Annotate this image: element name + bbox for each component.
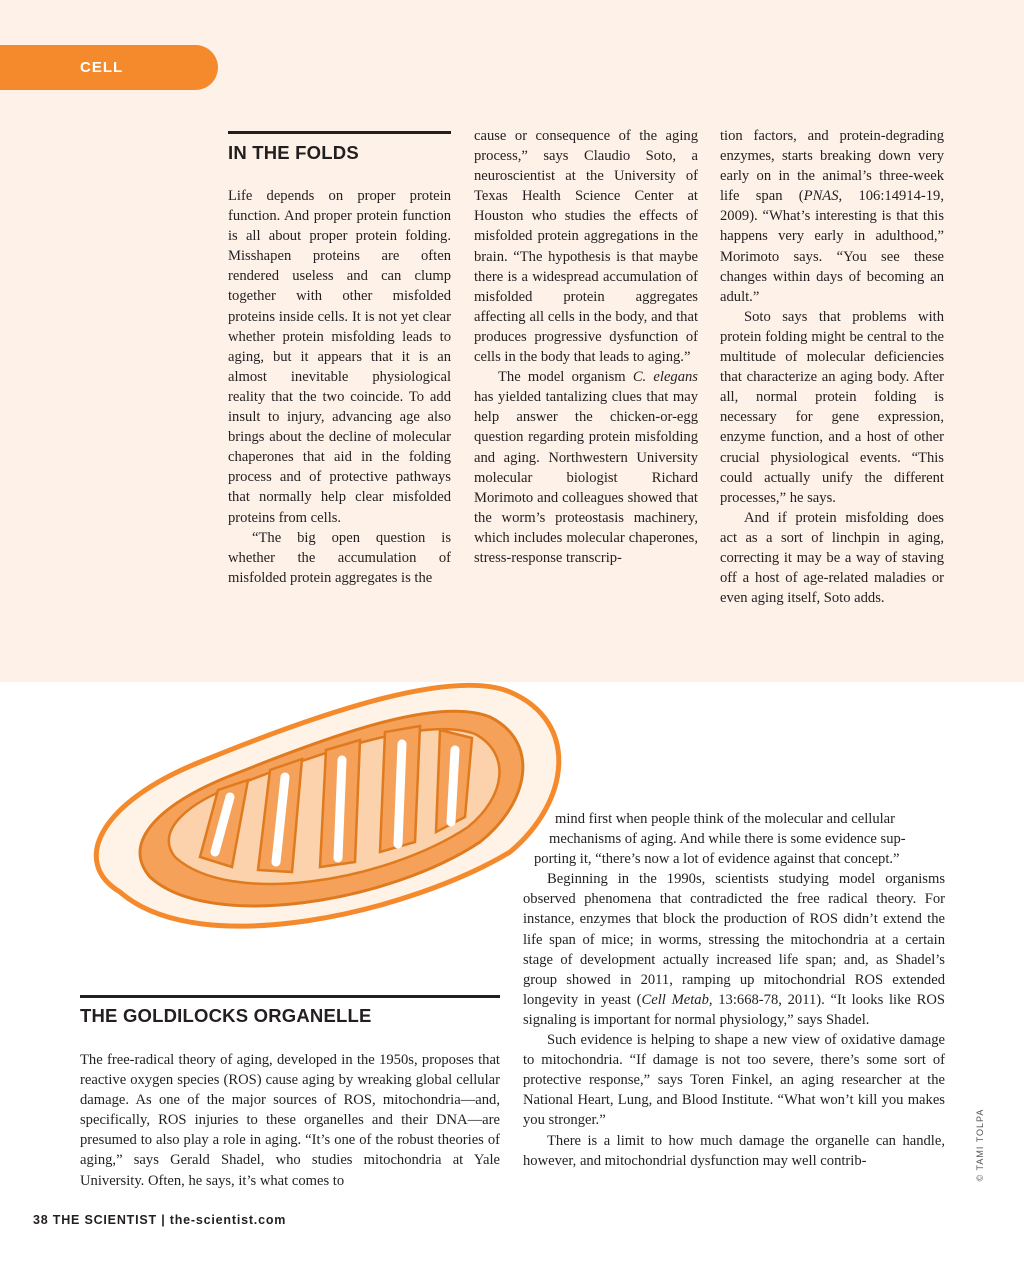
mitochondrion-illustration: [80, 662, 580, 962]
text-line: mind first when people think of the molecular and cellular: [555, 811, 896, 827]
text-run: Beginning in the 1990s, scientists studying model organisms observed phenomena that contradicted the free radical theory. For instance, enzymes that block the production of ROS didn’t extend the life span of mice; in worms, stressing the mitochondria at a certain stage of development actually increased life span; and, as Shadel’s group showed in 2011, ramping up mitochondrial ROS extended longevity in yeast (: [523, 871, 945, 1008]
section-tab: [0, 45, 218, 90]
text-run: tion factors, and protein-degrading enzymes, starts breaking down very early on in the animal’s three-week life span (: [720, 128, 944, 205]
paragraph: Such evidence is helping to shape a new view of oxidative damage to mitochondria. “If damage is not too severe, there’s some sort of protective response,” says Toren Finkel, an aging researcher at the National Heart, Lung, and Blood Institute. “What won’t kill you makes you stronger.”: [523, 1032, 945, 1129]
goldilocks-heading: THE GOLDILOCKS ORGANELLE: [80, 1005, 372, 1026]
section-tab-label: CELL: [80, 59, 124, 76]
text-line: porting it, “there’s now a lot of evidence against that concept.”: [534, 851, 900, 868]
text-run: The model organism: [498, 369, 633, 386]
goldilocks-rule: [80, 995, 500, 998]
paragraph: [523, 869, 945, 1030]
text-run: 13:668-78, 2011). “It looks like ROS signaling is important for normal physiology,” says Shadel.: [523, 991, 945, 1028]
folds-column-1: [228, 186, 451, 588]
paragraph: “The big open question is whether the accumulation of misfolded protein aggregates is the: [228, 529, 451, 586]
paragraph: [720, 126, 944, 307]
paragraph: Soto says that problems with protein folding might be central to the multitude of molecular deficiencies that characterize an aging body. After all, normal protein folding is necessary for gene expression, enzyme function, and a host of other crucial physiological events. “This could actually unify the different processes,” he says.: [720, 308, 944, 506]
goldilocks-right-column: [523, 809, 945, 1171]
paragraph: There is a limit to how much damage the organelle can handle, however, and mitochondrial dysfunction may well contrib-: [523, 1132, 945, 1169]
journal-name: PNAS,: [803, 188, 843, 205]
text-run: has yielded tantalizing clues that may help answer the chicken-or-egg question regarding protein misfolding and aging. Northwestern University molecular biologist Richard Morimoto and colleagues showed that the worm’s proteostasis machinery, which includes molecular chaperones, stress-response transcrip-: [474, 389, 698, 566]
species-name: C. elegans: [632, 369, 698, 386]
paragraph: [474, 367, 698, 568]
paragraph: Life depends on proper protein function. And proper protein function is all about proper protein folding. Misshapen proteins are often rendered useless and can clump together with other misfolded proteins inside cells. It is not yet clear whether protein misfolding leads to aging, but it appears that it is an almost inevitable physiological reality that the two coincide. To add insult to injury, advancing age also brings about the decline of molecular chaperones that aid in the folding process and of protective pathways that normally help clear misfolded proteins from cells.: [228, 188, 451, 526]
journal-name: Cell Metab,: [641, 991, 713, 1008]
text-run: 106:14914-19, 2009). “What’s interesting is that this happens very early in adulthood,” Morimoto says. “You see these changes within days of becoming an adult.”: [720, 188, 944, 305]
page-footer: 38 THE SCIENTIST | the-scientist.com: [33, 1213, 287, 1227]
paragraph: And if protein misfolding does act as a sort of linchpin in aging, correcting it may be a way of staving off a host of age-related maladies or even aging itself, Soto adds.: [720, 509, 944, 607]
photo-credit: © TAMI TOLPA: [975, 1108, 985, 1182]
folds-rule: [228, 131, 451, 134]
paragraph: The free-radical theory of aging, developed in the 1950s, proposes that reactive oxygen species (ROS) cause aging by wreaking global cellular damage. As one of the major sources of ROS, mitochondria—and, specifically, ROS injuries to these organelles and their DNA—are presumed to also play a role in aging. “It’s one of the robust theories of aging,” says Gerald Shadel, who studies mitochondria at Yale University. Often, he says, it’s what comes to: [80, 1052, 500, 1189]
folds-column-2: [474, 126, 698, 568]
folds-heading: IN THE FOLDS: [228, 142, 359, 163]
text-line: mechanisms of aging. And while there is some evidence sup-: [549, 831, 906, 848]
folds-column-3: [720, 126, 944, 608]
goldilocks-left-column: [80, 1050, 500, 1191]
paragraph: cause or consequence of the aging process,” says Claudio Soto, a neuroscientist at the University of Texas Health Science Center at Houston who studies the effects of misfolded protein aggregations in the brain. “The hypothesis is that maybe there is a widespread accumulation of misfolded protein aggregates affecting all cells in the body, and that produces progressive dysfunction of cells in the body that leads to aging.”: [474, 128, 698, 366]
